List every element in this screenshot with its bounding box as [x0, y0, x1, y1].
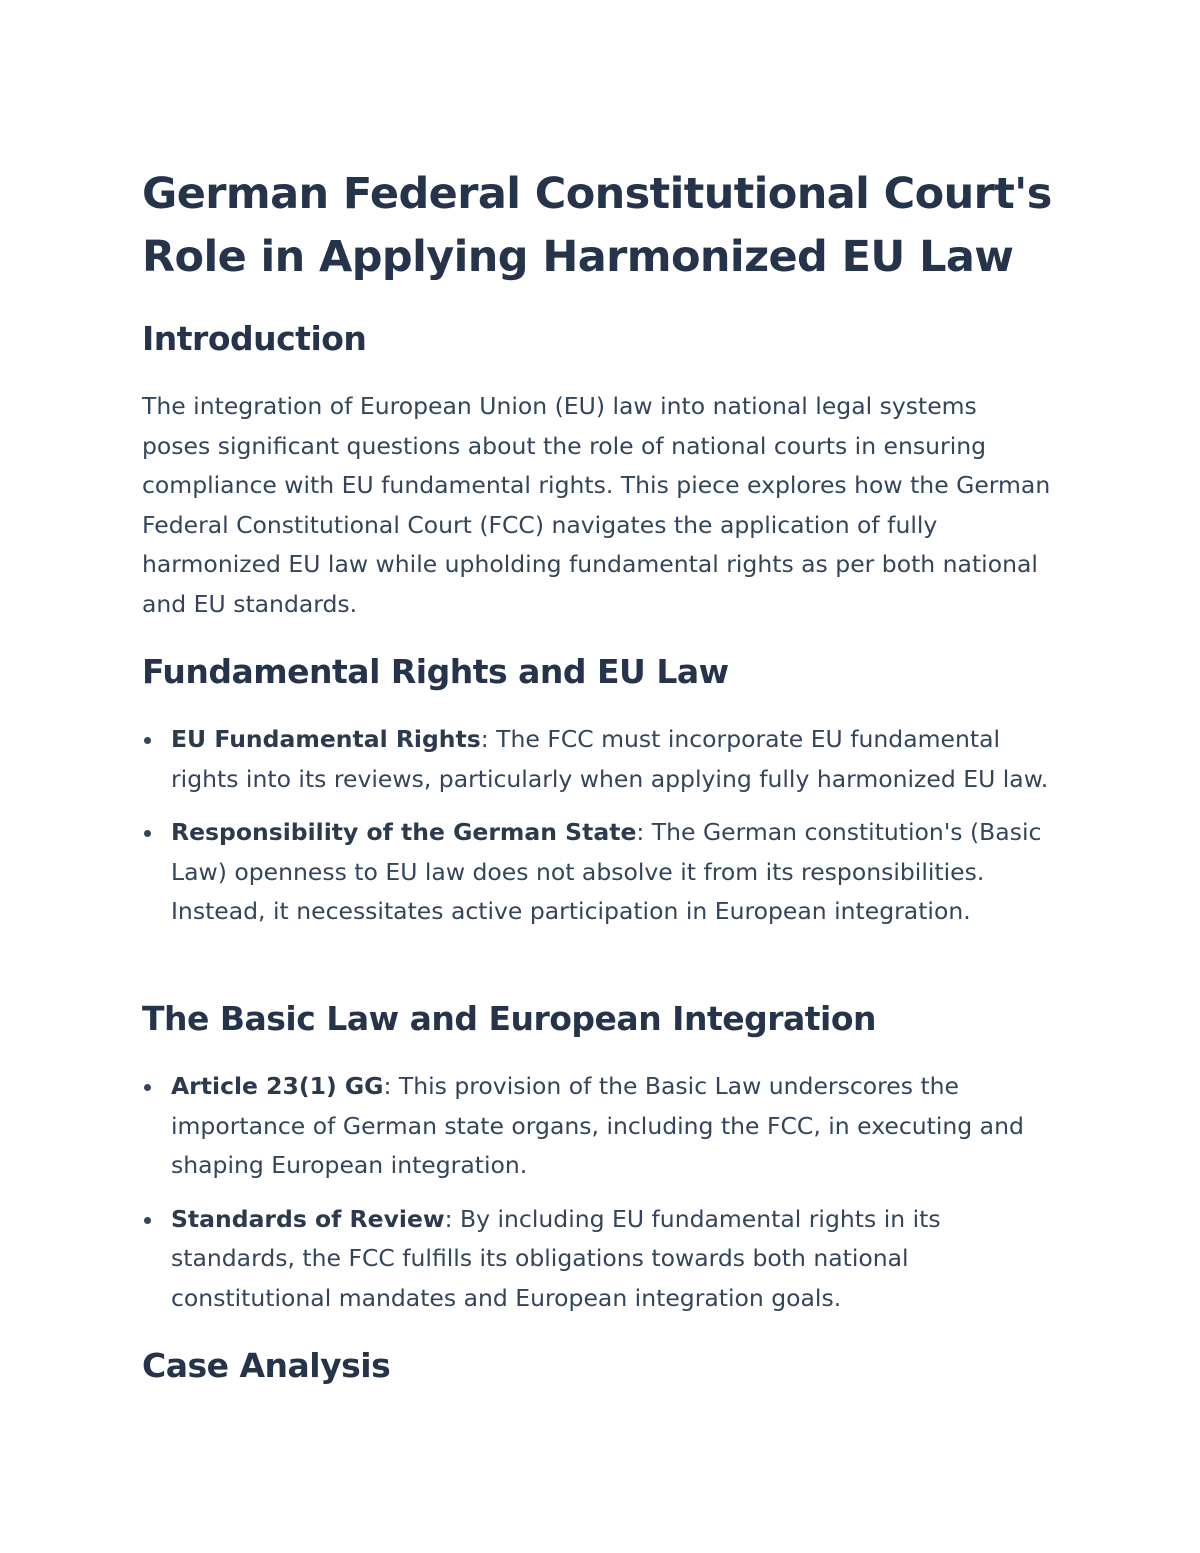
basic-law-list: [142, 1067, 1062, 1333]
list-item: [142, 1067, 1062, 1186]
list-item-text: : This provision of the Basic Law underscores the importance of German state organs, including the FCC, in executing and shaping European integration.: [171, 1072, 1024, 1180]
fundamental-rights-list: [142, 720, 1062, 946]
list-item-text: : The German constitution's (Basic Law) openness to EU law does not absolve it from its responsibilities. Instead, it necessitates active participation in European integration.: [171, 818, 1042, 926]
list-item-term: Responsibility of the German State: [171, 818, 637, 847]
list-item: [142, 1200, 1062, 1319]
list-item-term: Article 23(1) GG: [171, 1072, 384, 1100]
section-heading-introduction: Introduction: [142, 319, 367, 358]
bullet-icon: [144, 737, 151, 744]
list-item: [142, 813, 1062, 932]
section-heading-fundamental-rights: Fundamental Rights and EU Law: [142, 652, 729, 691]
section-heading-basic-law: The Basic Law and European Integration: [142, 999, 877, 1038]
list-item-term: Standards of Review: [171, 1204, 445, 1233]
bullet-icon: [144, 1217, 151, 1224]
bullet-icon: [144, 1084, 151, 1091]
bullet-icon: [144, 830, 151, 837]
list-item: [142, 720, 1062, 799]
list-item-term: EU Fundamental Rights: [171, 725, 481, 753]
section-heading-case-analysis: Case Analysis: [142, 1346, 391, 1385]
document-title: German Federal Constitutional Court's Role in Applying Harmonized EU Law: [142, 169, 1052, 282]
introduction-paragraph: The integration of European Union (EU) law into national legal systems poses significant questions about the role of national courts in ensuring compliance with EU fundamental rights. This piece explores how the German Federal Constitutional Court (FCC) navigates the application of fully harmonized EU law while upholding fundamental rights as per both national and EU standards.: [142, 392, 1051, 618]
list-item-text: : By including EU fundamental rights in its standards, the FCC fulfills its obligations towards both national constitutional mandates and European integration goals.: [171, 1204, 941, 1312]
list-item-text: : The FCC must incorporate EU fundamental rights into its reviews, particularly when applying fully harmonized EU law.: [171, 725, 1049, 793]
